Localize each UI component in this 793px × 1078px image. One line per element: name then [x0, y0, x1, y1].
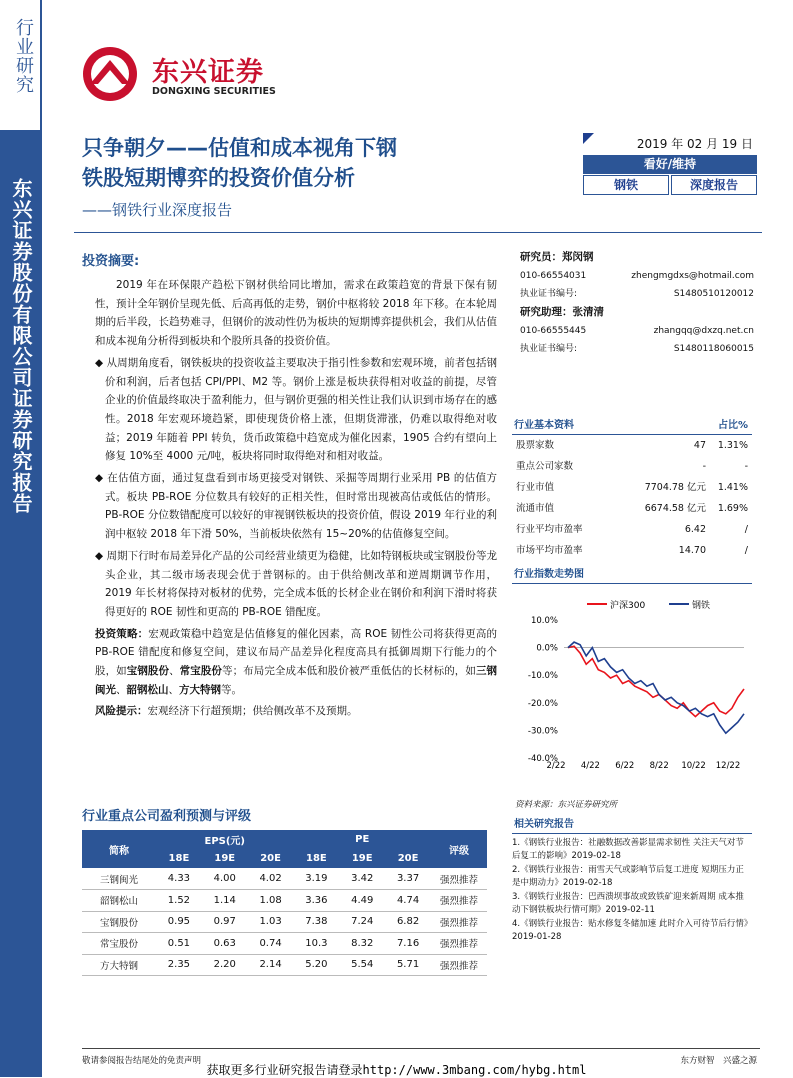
- basic-value: -: [702, 461, 706, 472]
- year-header: 18E: [168, 853, 190, 864]
- y-tick-label: -40.0%: [527, 754, 558, 764]
- index-chart: [512, 590, 752, 790]
- table-row: [82, 911, 487, 933]
- x-tick-label: 6/22: [615, 761, 635, 771]
- basic-key: 股票家数: [516, 440, 555, 451]
- analyst-2-email[interactable]: zhangqq@dxzq.net.cn: [653, 326, 754, 336]
- x-tick-label: 10/22: [681, 761, 706, 771]
- title-line1: 只争朝夕——估值和成本视角下钢: [82, 136, 397, 160]
- table-cell: 1.52: [167, 894, 191, 906]
- analyst-1: 研究员：郑闵钢: [520, 251, 594, 263]
- meta-date: 2019 年 02 月 19 日: [636, 137, 753, 151]
- forecast-table: [82, 830, 487, 976]
- table-row: [82, 954, 487, 976]
- table-cell: 10.3: [305, 937, 328, 949]
- sidebar-top-text: 行业研究: [13, 18, 34, 94]
- basic-value: 47: [693, 440, 706, 451]
- summary-body: [95, 276, 497, 721]
- related-title: 相关研究报告: [514, 819, 574, 830]
- table-cell: 韶钢松山: [99, 896, 138, 908]
- chart-title-text: 行业指数走势图: [514, 569, 584, 580]
- table-cell: 强烈推荐: [439, 874, 478, 886]
- basic-ratio: -: [744, 461, 748, 472]
- analyst-1-email[interactable]: zhengmgdxs@hotmail.com: [631, 271, 754, 281]
- logo: [80, 44, 300, 104]
- basic-ratio: 1.41%: [717, 482, 748, 493]
- table-cell: 8.32: [351, 937, 374, 949]
- table-row: [82, 868, 487, 890]
- analyst-1-cert-label: 执业证书编号:: [520, 289, 578, 299]
- x-tick-label: 12/22: [715, 761, 741, 771]
- basic-title: 行业基本资料: [514, 420, 574, 431]
- analyst-1-phone: 010-66554031: [520, 271, 587, 281]
- x-tick-label: 8/22: [649, 761, 669, 771]
- basic-row: [512, 498, 752, 519]
- table-cell: 4.33: [167, 873, 191, 884]
- sidebar-top: [0, 0, 42, 130]
- basic-row: [512, 477, 752, 498]
- sidebar-main: [0, 130, 42, 1077]
- table-cell: 强烈推荐: [439, 917, 478, 929]
- basic-key: 行业市值: [516, 482, 555, 493]
- table-cell: 4.74: [396, 894, 420, 906]
- basic-value: 6674.58 亿元: [644, 503, 706, 514]
- table-cell: 方大特钢: [99, 960, 138, 972]
- basic-ratio-header: 占比%: [717, 420, 748, 431]
- header-divider: [74, 232, 762, 233]
- table-cell: 5.71: [396, 959, 420, 971]
- basic-row: [512, 456, 752, 477]
- related-item[interactable]: 4.《钢铁行业报告：贴水修复冬储加速 此时介入可待节后行情》2019-01-28: [512, 919, 749, 942]
- x-tick-label: 4/22: [580, 761, 600, 771]
- series-line: [568, 642, 744, 733]
- y-tick-label: -20.0%: [527, 698, 558, 709]
- chart-source: 资料来源：东兴证券研究所: [515, 800, 618, 810]
- basic-row: [512, 540, 752, 561]
- summary-para: 2019 年在环保限产趋松下钢材供给同比增加，需求在政策趋宽的背景下保有韧性，预计全年钢价呈现先低、后高再低的走势，钢价中枢将较 2018 年下移。在本轮周期的后半段，长趋势难寻，但钢价的波动性仍为板块的短期博弈提供机会，我们从估值和成本视角分析得到板块和个股所具备的投资价值。: [95, 279, 497, 348]
- basic-key: 行业平均市盈率: [516, 524, 583, 535]
- analyst-2: 研究助理：张清清: [520, 306, 604, 318]
- y-tick-label: -30.0%: [527, 726, 558, 737]
- footer-left: 敬请参阅报告结尾处的免责声明: [82, 1056, 202, 1066]
- table-cell: 5.20: [305, 959, 328, 971]
- analyst-2-cert: S1480118060015: [673, 344, 754, 354]
- table-cell: 三钢闽光: [99, 874, 138, 886]
- basic-row: [512, 519, 752, 540]
- table-cell: 2.14: [259, 959, 282, 971]
- table-row: [82, 933, 487, 955]
- table-cell: 7.24: [351, 916, 374, 928]
- related: [512, 815, 752, 945]
- forecast-title: 行业重点公司盈利预测与评级: [82, 809, 252, 824]
- table-cell: 4.49: [351, 894, 374, 906]
- table-cell: 强烈推荐: [439, 896, 478, 908]
- analyst-1-cert: S1480510120012: [673, 289, 754, 299]
- basic-value: 7704.78 亿元: [644, 482, 706, 493]
- table-row: [82, 890, 487, 912]
- logo-emblem-icon: [80, 44, 140, 104]
- legend-label: 钢铁: [692, 601, 711, 611]
- table-cell: 常宝股份: [99, 939, 138, 951]
- title-sub: ——钢铁行业深度报告: [82, 201, 233, 219]
- table-cell: 3.19: [305, 873, 328, 884]
- table-cell: 强烈推荐: [439, 960, 478, 972]
- footer-bottom[interactable]: 获取更多行业研究报告请登录http://www.3mbang.com/hybg.html: [206, 1063, 587, 1077]
- basic-key: 流通市值: [516, 503, 555, 514]
- y-tick-label: 10.0%: [530, 616, 558, 626]
- y-tick-label: -10.0%: [527, 671, 558, 682]
- table-cell: 4.02: [259, 873, 282, 884]
- table-cell: 1.03: [259, 916, 282, 928]
- col-pe: PE: [355, 834, 370, 845]
- table-cell: 0.97: [213, 916, 236, 928]
- table-cell: 0.63: [213, 937, 236, 949]
- table-cell: 6.82: [396, 916, 420, 928]
- risk: 风险提示：宏观经济下行超预期；供给侧改革不及预期。: [95, 705, 358, 718]
- basic-ratio: 1.31%: [717, 440, 748, 451]
- summary-heading: 投资摘要:: [82, 254, 140, 269]
- analyst-2-cert-label: 执业证书编号:: [520, 344, 578, 354]
- year-header: 19E: [214, 853, 236, 864]
- year-header: 20E: [260, 853, 281, 864]
- summary-bullet-1: ◆ 从周期角度看，钢铁板块的投资收益主要取决于指引性参数和宏观环境，前者包括钢价和利润，后者包括 CPI/PPI、M2 等。钢价上涨是板块获得相对收益的前提，尽管企业的价值最终取决于盈利能力，但与钢价更强的相关性让我们认识到市场存在的感性。2018 年宏观环境趋紧，即使现货价格上涨，但期货滞涨，仍难以取得绝对收益；2019 年随着 PPI 转负，货币政策稳中趋宽成为催化因素，1905 合约有望向上修复 10%至 4000 元/吨，板块将同时取得绝对和相对收益。: [95, 356, 497, 463]
- table-cell: 1.14: [213, 894, 236, 906]
- basic-value: 6.42: [684, 524, 706, 535]
- related-item[interactable]: 1.《钢铁行业报告：社融数据改善影显需求韧性 关注天气对节后复工的影响》2019-02-18: [512, 838, 744, 861]
- table-cell: 0.95: [167, 916, 191, 928]
- table-cell: 3.36: [305, 894, 328, 906]
- table-cell: 3.37: [396, 873, 420, 884]
- y-tick-label: 0.0%: [536, 643, 558, 654]
- table-cell: 2.35: [167, 959, 191, 971]
- summary-bullet-2: ◆ 在估值方面，通过复盘看到市场更接受对钢铁、采掘等周期行业采用 PB 的估值方式。板块 PB-ROE 分位数具有较好的正相关性，但时常出现被高估或低估的情形。PB-ROE 分位数错配度可以较好的审视钢铁板块的投资价值，假设 2019 年行业的利润中枢较 2018 年下滑 50%，当前板块依然有 15~20%的估值修复空间。: [95, 472, 497, 541]
- table-cell: 7.16: [396, 937, 420, 949]
- chart-title: [512, 565, 752, 584]
- analysts: [520, 248, 754, 358]
- meta-box: [583, 133, 757, 195]
- related-item[interactable]: 3.《钢铁行业报告：巴西溃坝事故或致铁矿迎来新周期 成本推动下钢铁板块行情可期》2019-02-11: [512, 892, 744, 915]
- col-rating: 评级: [449, 845, 469, 857]
- title-line2: 铁股短期博弈的投资价值分析: [82, 166, 355, 190]
- meta-sector: 钢铁: [583, 175, 669, 195]
- summary-bullet-3: ◆ 周期下行时布局差异化产品的公司经营业绩更为稳健，比如特钢板块或宝钢股份等龙头企业，其二级市场表现会优于普钢标的。由于供给侧改革和逆周期调节作用，2019 年长材将保持对板材的优势，完全成本低的长材企业在钢价和利润下滑时将获得更好的 ROE 韧性和更高的 PB-ROE 错配度。: [95, 549, 497, 618]
- report-title: [82, 133, 562, 220]
- meta-rating: 看好/维持: [583, 155, 757, 174]
- related-item[interactable]: 2.《钢铁行业报告：雨雪天气或影响节后复工进度 短期压力正是中期动力》2019-02-18: [512, 865, 744, 888]
- analyst-2-phone: 010-66555445: [520, 326, 587, 336]
- table-cell: 强烈推荐: [439, 939, 478, 951]
- legend-label: 沪深300: [610, 601, 646, 611]
- basic-ratio: 1.69%: [717, 503, 748, 514]
- series-line: [568, 646, 744, 716]
- year-header: 20E: [397, 853, 419, 864]
- table-cell: 3.42: [351, 873, 374, 884]
- basic-ratio: /: [744, 545, 748, 556]
- basic-row: [512, 435, 752, 456]
- x-tick-label: 2/22: [546, 761, 566, 771]
- footer-line: [82, 1048, 760, 1049]
- table-cell: 4.00: [213, 873, 236, 884]
- table-cell: 7.38: [305, 916, 328, 928]
- sidebar-main-text: 东兴证券股份有限公司证券研究报告: [9, 178, 33, 514]
- logo-cn: 东兴证券: [152, 57, 264, 88]
- col-eps: EPS(元): [204, 836, 245, 847]
- table-cell: 1.08: [259, 894, 282, 906]
- logo-en: DONGXING SECURITIES: [152, 86, 276, 97]
- meta-type: 深度报告: [671, 175, 757, 195]
- basic-key: 重点公司家数: [516, 461, 574, 472]
- table-cell: 0.51: [167, 937, 191, 949]
- footer-right: 东方财智 兴盛之源: [680, 1056, 757, 1066]
- table-cell: 0.74: [259, 937, 282, 949]
- basic-value: 14.70: [678, 545, 706, 556]
- meta-corner: [583, 133, 594, 144]
- year-header: 19E: [351, 853, 373, 864]
- col-name: 简称: [109, 845, 129, 857]
- strategy: 投资策略：宏观政策稳中趋宽是估值修复的催化因素，高 ROE 韧性公司将获得更高的 PB-ROE 错配度和修复空间，建议布局产品差异化程度高具有抵御周期下行能力的个股，如宝钢股份、常宝股份等；布局完全成本低和股价被严重低估的长材标的，如三钢闽光、韶钢松山、方大特钢等。: [95, 627, 498, 696]
- basic-key: 市场平均市盈率: [516, 545, 583, 556]
- table-cell: 2.20: [213, 959, 236, 971]
- basic-ratio: /: [744, 524, 748, 535]
- table-cell: 5.54: [351, 959, 374, 971]
- basic-data: [512, 414, 752, 561]
- year-header: 18E: [306, 853, 327, 864]
- table-cell: 宝钢股份: [99, 917, 138, 929]
